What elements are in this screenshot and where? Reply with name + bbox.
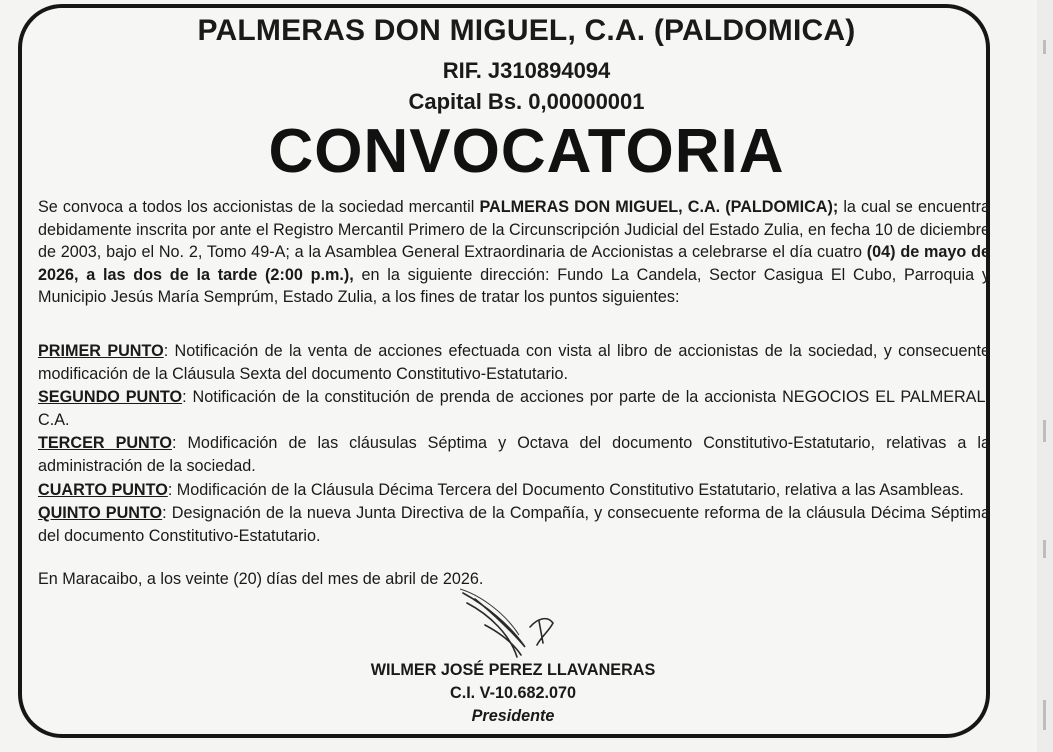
intro-text-1: Se convoca a todos los accionistas de la sociedad mercantil	[38, 198, 480, 216]
intro-text-2: la cual se encuentra debidamente inscrita por ante el Registro Mercantil Primero de la Circunscripción Judicial del Estado Zulia, en fecha 10 de diciembre de 2003, bajo el No. 2, Tomo 49-A; a la Asamblea General Extraordinaria de Accionistas a celebrarse el día cuatro	[38, 198, 990, 262]
point-label: CUARTO PUNTO	[38, 480, 168, 499]
point-label: TERCER PUNTO	[38, 434, 172, 453]
capital-line: Capital Bs. 0,00000001	[408, 89, 645, 114]
edge-mark	[1043, 540, 1046, 558]
edge-mark	[1043, 700, 1046, 730]
point-text: : Modificación de la Cláusula Décima Tercera del Documento Constitutivo Estatutario, relativa a las Asambleas.	[167, 480, 964, 499]
point-text: : Notificación de la venta de acciones efectuada con vista al libro de accionistas de la sociedad, y consecuente modificación de la Cláusula Sexta del documento Constitutivo-Estatutario.	[38, 342, 990, 383]
intro-company-bold: PALMERAS DON MIGUEL, C.A. (PALDOMICA);	[479, 198, 839, 216]
point-label: QUINTO PUNTO	[38, 504, 163, 523]
handwritten-signature	[455, 585, 565, 665]
intro-date-bold: (04) de mayo de 2026, a las dos de la tarde (2:00 p.m.),	[38, 243, 990, 284]
company-name: PALMERAS DON MIGUEL, C.A. (PALDOMICA)	[197, 14, 856, 47]
agenda-point-2	[38, 386, 990, 431]
notice-title: CONVOCATORIA	[268, 117, 785, 186]
point-text: : Designación de la nueva Junta Directiva de la Compañía, y consecuente reforma de la cláusula Décima Séptima del documento Constitutivo-Estatutario.	[38, 504, 990, 545]
agenda-point-4	[38, 479, 990, 502]
agenda-points	[38, 340, 990, 548]
point-label: PRIMER PUNTO	[38, 342, 164, 360]
intro-text-3: en la siguiente dirección: Fundo La Candela, Sector Casigua El Cubo, Parroquia y Municipio Jesús María Semprúm, Estado Zulia, a los fines de tratar los puntos siguientes:	[38, 265, 990, 307]
point-label: SEGUNDO PUNTO	[38, 388, 183, 407]
edge-mark	[1043, 420, 1046, 442]
agenda-point-3	[38, 432, 990, 477]
point-text: : Modificación de las cláusulas Séptima y Octava del documento Constitutivo-Estatutario, relativas a la administración de la sociedad.	[38, 434, 990, 475]
point-text: : Notificación de la constitución de prenda de acciones por parte de la accionista NEGOCIOS EL PALMERAL, C.A.	[38, 388, 990, 429]
agenda-point-5	[38, 502, 990, 547]
signatory-name: WILMER JOSÉ PEREZ LLAVANERAS	[370, 661, 656, 679]
signatory-role: Presidente	[471, 707, 555, 725]
rif-number: RIF. J310894094	[442, 58, 611, 83]
agenda-point-1	[38, 340, 990, 385]
signatory-id: C.I. V-10.682.070	[450, 684, 576, 702]
intro-paragraph	[38, 196, 990, 309]
closing-line: En Maracaibo, a los veinte (20) días del mes de abril de 2026.	[38, 570, 484, 588]
